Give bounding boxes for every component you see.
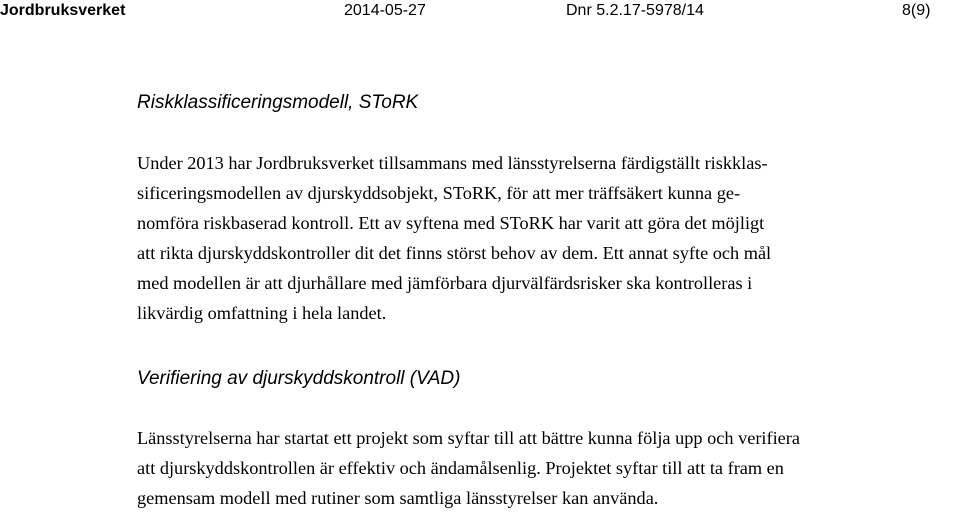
- paragraph-line: nomföra riskbaserad kontroll. Ett av syftena med SToRK har varit att göra det möjligt: [137, 213, 765, 233]
- paragraph-line: Länsstyrelserna har startat ett projekt som syftar till att bättre kunna följa upp och verifiera: [137, 428, 800, 448]
- page-number: 8(9): [902, 2, 931, 19]
- paragraph-line: att djurskyddskontrollen är effektiv och ändamålsenlig. Projektet syftar till att ta fram en: [137, 458, 784, 478]
- document-date: 2014-05-27: [344, 2, 426, 19]
- paragraph-line: att rikta djurskyddskontroller dit det finns störst behov av dem. Ett annat syfte och mål: [137, 243, 772, 263]
- section-heading-vad: Verifiering av djurskyddskontroll (VAD): [137, 368, 461, 389]
- paragraph-line: med modellen är att djurhållare med jämförbara djurvälfärdsrisker ska kontrolleras i: [137, 273, 753, 293]
- page-header: [0, 0, 960, 26]
- section-heading-stork: Riskklassificeringsmodell, SToRK: [137, 92, 419, 113]
- reference-number: Dnr 5.2.17-5978/14: [566, 2, 704, 19]
- paragraph-line: Under 2013 har Jordbruksverket tillsammans med länsstyrelserna färdigställt riskklas-: [137, 153, 768, 173]
- paragraph-line: likvärdig omfattning i hela landet.: [137, 303, 387, 323]
- paragraph-line: sificeringsmodellen av djurskyddsobjekt, SToRK, för att mer träffsäkert kunna ge-: [137, 183, 741, 203]
- paragraph-vad: [137, 423, 957, 513]
- organization-name: Jordbruksverket: [0, 2, 126, 19]
- paragraph-stork: [137, 148, 957, 328]
- paragraph-line: gemensam modell med rutiner som samtliga länsstyrelser kan använda.: [137, 488, 659, 508]
